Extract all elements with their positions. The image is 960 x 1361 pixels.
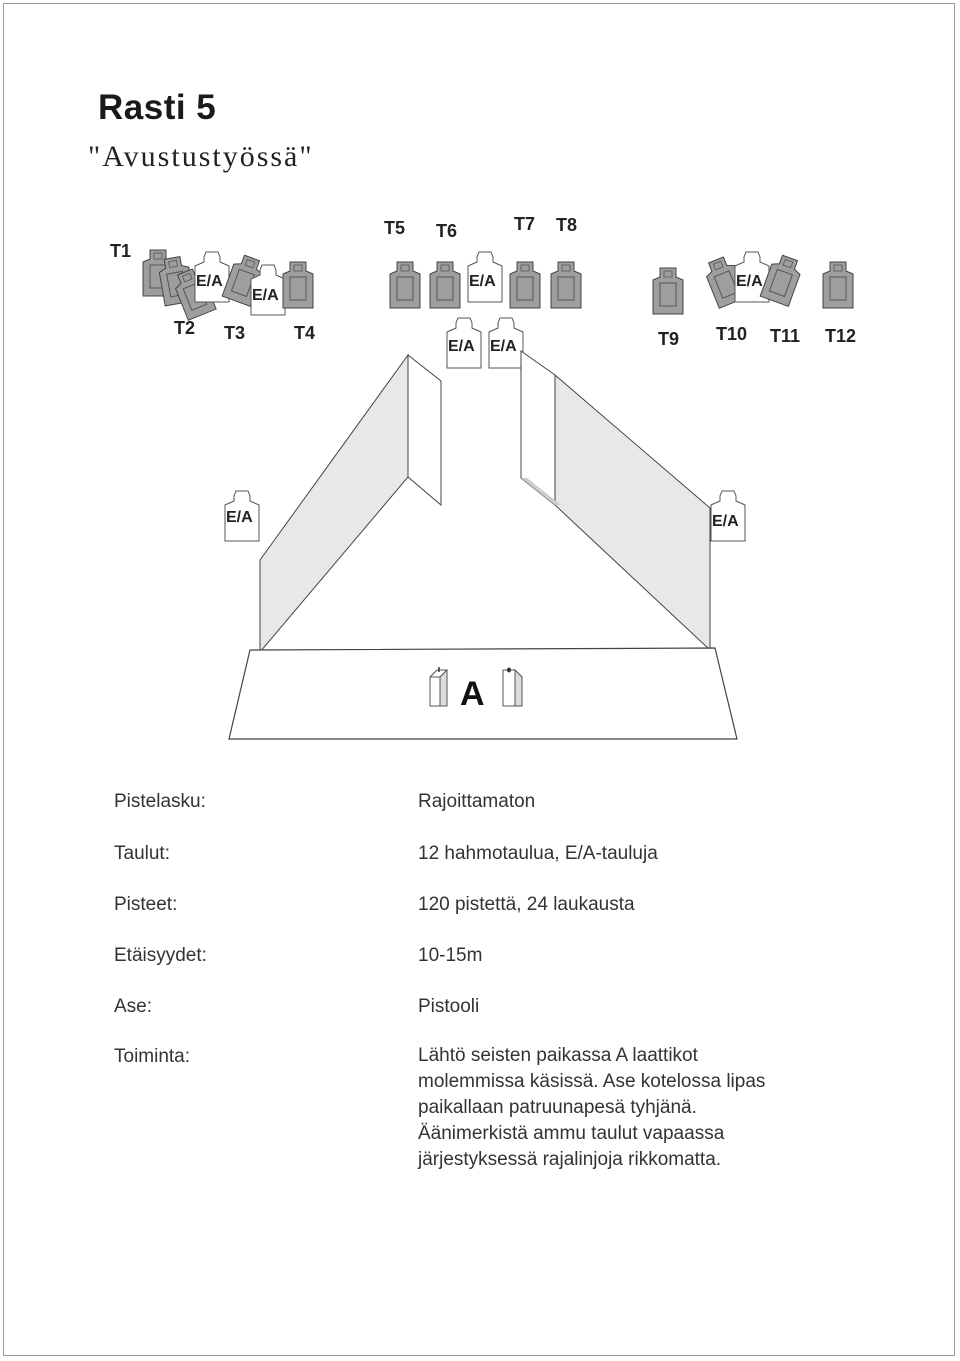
info-label-scoring: Pistelasku: <box>114 791 206 812</box>
target-t5 <box>390 262 420 308</box>
left-wall <box>260 355 408 652</box>
target-label-t10: T10 <box>716 324 748 344</box>
target-t12 <box>823 262 853 308</box>
no-shoot-label: E/A <box>226 509 253 526</box>
info-value-scoring: Rajoittamaton <box>418 791 536 812</box>
no-shoot-label: E/A <box>490 338 517 355</box>
right-wall <box>555 375 710 650</box>
target-t8 <box>551 262 581 308</box>
target-group-left <box>110 241 315 343</box>
target-label-t8: T8 <box>556 215 578 235</box>
info-label-procedure: Toiminta: <box>114 1046 191 1067</box>
target-label-t4: T4 <box>294 323 316 343</box>
start-area <box>229 648 737 739</box>
target-label-t9: T9 <box>658 329 680 349</box>
target-group-center <box>384 214 581 368</box>
target-label-t5: T5 <box>384 218 406 238</box>
target-label-t11: T11 <box>770 326 801 346</box>
page-subtitle: "Avustustyössä" <box>88 140 314 173</box>
target-t7 <box>510 262 540 308</box>
target-label-t1: T1 <box>110 241 132 261</box>
info-label-points: Pisteet: <box>114 894 178 915</box>
left-wall-end <box>408 355 441 505</box>
no-shoot-label: E/A <box>252 287 279 304</box>
walls <box>260 351 710 652</box>
target-t11 <box>760 253 804 306</box>
info-value-distances: 10-15m <box>418 945 483 966</box>
no-shoot-label: E/A <box>448 338 475 355</box>
info-value-targets: 12 hahmotaulua, E/A-tauluja <box>418 843 658 864</box>
info-label-targets: Taulut: <box>114 843 170 864</box>
no-shoot-label: E/A <box>469 273 496 290</box>
target-label-t7: T7 <box>514 214 536 234</box>
target-t6 <box>430 262 460 308</box>
info-label-weapon: Ase: <box>114 996 153 1017</box>
no-shoot-label: E/A <box>712 513 739 530</box>
no-shoot-label: E/A <box>196 273 223 290</box>
target-t9 <box>653 268 683 314</box>
info-value-points: 120 pistettä, 24 laukausta <box>418 894 635 915</box>
start-position-label: A <box>460 675 485 713</box>
page-title: Rasti 5 <box>98 88 217 127</box>
info-value-weapon: Pistooli <box>418 996 480 1017</box>
target-label-t3: T3 <box>224 323 246 343</box>
info-label-distances: Etäisyydet: <box>114 945 207 966</box>
target-t4 <box>283 262 313 308</box>
target-label-t2: T2 <box>174 318 196 338</box>
target-label-t12: T12 <box>825 326 857 346</box>
target-group-right <box>653 252 856 349</box>
info-value-procedure: Lähtö seisten paikassa A laattikot molemmissa käsissä. Ase kotelossa lipas paikallaan patruunapesä tyhjänä. Äänimerkistä ammu taulut vapaassa järjestyksessä rajalinjoja rikkomatta. <box>418 1045 766 1170</box>
no-shoot-label: E/A <box>736 273 763 290</box>
target-label-t6: T6 <box>436 221 458 241</box>
